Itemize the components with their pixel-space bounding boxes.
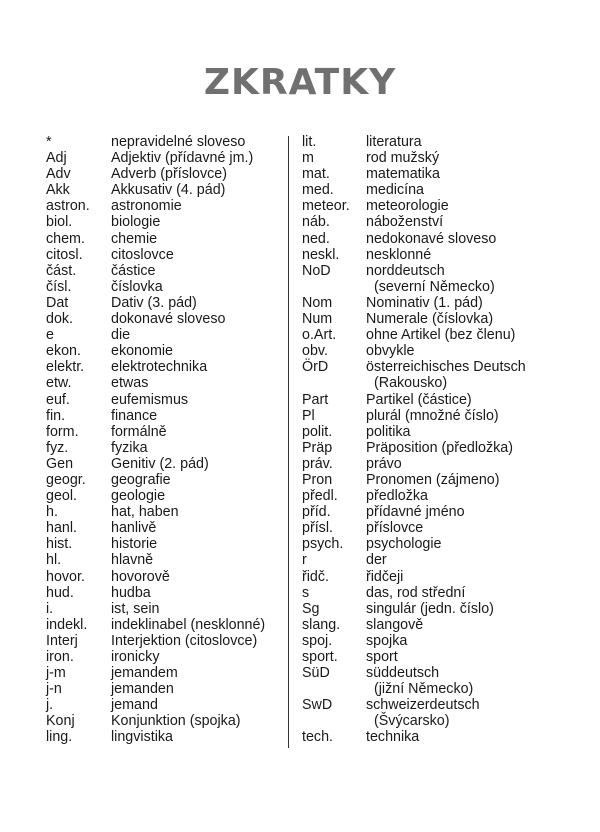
definition: eufemismus: [111, 391, 189, 408]
definition: hovorově: [111, 568, 170, 585]
abbreviation-row: [46, 729, 286, 745]
abbreviation: iron.: [46, 649, 74, 665]
abbreviation-row: [302, 327, 562, 343]
abbreviation: euf.: [46, 391, 70, 408]
definition-continuation: (Švýcarsko): [374, 713, 450, 730]
abbreviation-row: [46, 198, 286, 214]
abbreviation-row: [46, 569, 286, 585]
abbreviation-row: [46, 182, 286, 198]
definition: obvykle: [366, 343, 415, 360]
abbreviation: indekl.: [46, 616, 88, 633]
definition: historie: [111, 536, 158, 553]
abbreviation-row: [46, 601, 286, 617]
definition: nepravidelné sloveso: [111, 134, 246, 150]
abbreviation: řidč.: [302, 568, 330, 585]
definition: Adjektiv (přídavné jm.): [111, 150, 254, 167]
abbreviation-row: [302, 665, 562, 681]
definition: hudba: [111, 584, 151, 601]
definition: náboženství: [366, 214, 444, 231]
abbreviation-row: [46, 392, 286, 408]
abbreviation-row: [302, 166, 562, 182]
definition: jemandem: [111, 665, 178, 682]
abbreviation-row: [302, 536, 562, 552]
abbreviation-row: [46, 375, 286, 391]
abbreviation: meteor.: [302, 198, 350, 215]
definition: elektrotechnika: [111, 359, 208, 376]
abbreviation-row: [46, 440, 286, 456]
definition: Pronomen (zájmeno): [366, 471, 500, 488]
abbreviation: Interj: [46, 632, 78, 649]
abbreviation-row: [302, 681, 562, 697]
definition-continuation: (jižní Německo): [374, 681, 474, 698]
abbreviation-row: [46, 504, 286, 520]
abbreviation-row: [302, 713, 562, 729]
abbreviation: fin.: [46, 407, 66, 424]
abbreviation: Pl: [302, 407, 315, 424]
definition: jemanden: [111, 681, 174, 698]
definition: lingvistika: [111, 729, 173, 746]
definition: astronomie: [111, 198, 182, 215]
abbreviation: Sg: [302, 600, 320, 617]
abbreviation-row: [46, 263, 286, 279]
definition: spojka: [366, 632, 408, 649]
definition: österreichisches Deutsch: [366, 359, 526, 376]
definition: slangově: [366, 616, 424, 633]
abbreviation-row: [302, 488, 562, 504]
abbreviation-row: [302, 311, 562, 327]
definition: přídavné jméno: [366, 504, 465, 521]
abbreviation-row: [46, 311, 286, 327]
definition: příslovce: [366, 520, 424, 537]
abbreviation: Gen: [46, 455, 74, 472]
definition: hat, haben: [111, 504, 179, 521]
definition: rod mužský: [366, 150, 440, 167]
abbreviation: mat.: [302, 166, 330, 183]
abbreviation-row: [302, 456, 562, 472]
abbreviation-row: [46, 520, 286, 536]
definition: finance: [111, 407, 158, 424]
definition: geografie: [111, 471, 171, 488]
abbreviation-row: [46, 472, 286, 488]
abbreviation: hanl.: [46, 520, 78, 537]
abbreviation-row: [302, 150, 562, 166]
abbreviation: lit.: [302, 134, 317, 150]
definition: Interjektion (citoslovce): [111, 632, 258, 649]
definition: schweizerdeutsch: [366, 697, 480, 714]
abbreviation-row: [302, 424, 562, 440]
abbreviation-row: [46, 697, 286, 713]
abbreviation: form.: [46, 423, 79, 440]
abbreviation: část.: [46, 262, 77, 279]
abbreviation-row: [46, 279, 286, 295]
definition: nedokonavé sloveso: [366, 230, 497, 247]
abbreviation: neskl.: [302, 246, 340, 263]
definition: Dativ (3. pád): [111, 294, 197, 311]
abbreviation-row: [46, 327, 286, 343]
definition: geologie: [111, 488, 166, 505]
abbreviation: geogr.: [46, 471, 86, 488]
definition: právo: [366, 455, 402, 472]
definition: singulár (jedn. číslo): [366, 600, 494, 617]
abbreviation: tech.: [302, 729, 333, 746]
definition: nesklonné: [366, 246, 432, 263]
abbreviation: h.: [46, 504, 58, 521]
abbreviation: hl.: [46, 552, 62, 569]
definition: ironicky: [111, 649, 160, 665]
abbreviation: *: [46, 134, 52, 150]
abbreviation: astron.: [46, 198, 90, 215]
abbreviation-row: [46, 408, 286, 424]
abbreviation-list-right: [302, 134, 562, 746]
abbreviation: ned.: [302, 230, 330, 247]
abbreviation-row: [46, 231, 286, 247]
definition: biologie: [111, 214, 161, 231]
abbreviation: čísl.: [46, 278, 72, 295]
abbreviation: hud.: [46, 584, 74, 601]
abbreviation-row: [46, 552, 286, 568]
abbreviation-row: [302, 263, 562, 279]
definition: matematika: [366, 166, 440, 183]
definition: Numerale (číslovka): [366, 311, 494, 328]
abbreviation-row: [302, 247, 562, 263]
abbreviation: práv.: [302, 455, 333, 472]
abbreviation: Adj: [46, 150, 67, 167]
definition: psychologie: [366, 536, 442, 553]
definition: Adverb (příslovce): [111, 166, 228, 183]
definition: hlavně: [111, 552, 154, 569]
definition: ohne Artikel (bez členu): [366, 327, 516, 344]
abbreviation-row: [46, 649, 286, 665]
abbreviation-row: [302, 134, 562, 150]
abbreviation: i.: [46, 600, 54, 617]
abbreviation-row: [302, 552, 562, 568]
abbreviation: ÖrD: [302, 359, 329, 376]
abbreviation-row: [302, 729, 562, 745]
abbreviation: Num: [302, 311, 333, 328]
abbreviation-row: [302, 182, 562, 198]
definition: formálně: [111, 423, 167, 440]
abbreviation: citosl.: [46, 246, 83, 263]
abbreviation: Pron: [302, 471, 333, 488]
abbreviation: sport.: [302, 649, 338, 665]
abbreviation-row: [302, 520, 562, 536]
abbreviation: j-m: [46, 665, 66, 682]
definition: Präposition (předložka): [366, 439, 514, 456]
abbreviation-row: [46, 247, 286, 263]
abbreviation: Präp: [302, 439, 333, 456]
abbreviation-row: [302, 617, 562, 633]
abbreviation: o.Art.: [302, 327, 337, 344]
abbreviation: polit.: [302, 423, 333, 440]
abbreviation: Konj: [46, 713, 75, 730]
abbreviation: SüD: [302, 665, 330, 682]
definition: plurál (množné číslo): [366, 407, 499, 424]
definition: norddeutsch: [366, 262, 445, 279]
abbreviation: m: [302, 150, 314, 167]
abbreviation: e: [46, 327, 54, 344]
definition: předložka: [366, 488, 428, 505]
abbreviation-row: [46, 456, 286, 472]
abbreviation: Adv: [46, 166, 71, 183]
abbreviation-row: [46, 359, 286, 375]
definition: částice: [111, 262, 156, 279]
abbreviation-row: [302, 601, 562, 617]
definition: das, rod střední: [366, 584, 466, 601]
definition: dokonavé sloveso: [111, 311, 226, 328]
abbreviation-row: [46, 424, 286, 440]
abbreviation-row: [302, 392, 562, 408]
abbreviation: NoD: [302, 262, 331, 279]
abbreviation: slang.: [302, 616, 341, 633]
definition: řidčeji: [366, 568, 404, 585]
abbreviation: náb.: [302, 214, 330, 231]
abbreviation-row: [302, 697, 562, 713]
abbreviation: r: [302, 552, 307, 569]
abbreviation: Part: [302, 391, 329, 408]
definition: Konjunktion (spojka): [111, 713, 241, 730]
abbreviation: hist.: [46, 536, 73, 553]
definition: technika: [366, 729, 420, 746]
abbreviation-row: [46, 295, 286, 311]
definition: ist, sein: [111, 600, 160, 617]
abbreviation-row: [302, 214, 562, 230]
abbreviation: Dat: [46, 294, 69, 311]
abbreviation: ling.: [46, 729, 73, 746]
abbreviation: etw.: [46, 375, 72, 392]
definition: meteorologie: [366, 198, 449, 215]
abbreviation: j.: [46, 697, 54, 714]
abbreviation-row: [46, 536, 286, 552]
abbreviation: geol.: [46, 488, 78, 505]
abbreviation-row: [46, 343, 286, 359]
abbreviation: obv.: [302, 343, 328, 360]
abbreviation-row: [46, 166, 286, 182]
definition: medicína: [366, 182, 425, 199]
definition: Partikel (částice): [366, 391, 472, 408]
abbreviation: SwD: [302, 697, 333, 714]
abbreviation-row: [302, 198, 562, 214]
abbreviation: Akk: [46, 182, 70, 199]
abbreviation-row: [302, 472, 562, 488]
definition: Akkusativ (4. pád): [111, 182, 226, 199]
abbreviation-row: [46, 665, 286, 681]
abbreviation-row: [46, 713, 286, 729]
abbreviation-row: [302, 408, 562, 424]
column-divider: [288, 136, 289, 748]
definition: číslovka: [111, 278, 163, 295]
definition: etwas: [111, 375, 149, 392]
abbreviation: biol.: [46, 214, 73, 231]
definition: indeklinabel (nesklonné): [111, 616, 266, 633]
abbreviation-row: [302, 649, 562, 665]
abbreviation-row: [46, 488, 286, 504]
page-title: ZKRATKY: [203, 62, 397, 103]
abbreviation: předl.: [302, 488, 338, 505]
definition: literatura: [366, 134, 422, 150]
definition: Nominativ (1. pád): [366, 294, 483, 311]
abbreviation: j-n: [46, 681, 62, 698]
abbreviation-list-left: [46, 134, 286, 746]
abbreviation: med.: [302, 182, 334, 199]
abbreviation-row: [302, 569, 562, 585]
abbreviation-row: [46, 585, 286, 601]
abbreviation: spoj.: [302, 632, 333, 649]
abbreviation-row: [302, 504, 562, 520]
definition: chemie: [111, 230, 158, 247]
abbreviation: dok.: [46, 311, 74, 328]
definition-continuation: (severní Německo): [374, 278, 495, 295]
abbreviation: chem.: [46, 230, 85, 247]
abbreviation-row: [46, 617, 286, 633]
abbreviation-row: [302, 343, 562, 359]
definition-continuation: (Rakousko): [374, 375, 448, 392]
abbreviation-row: [302, 440, 562, 456]
abbreviation: hovor.: [46, 568, 85, 585]
abbreviation-row: [302, 585, 562, 601]
definition: citoslovce: [111, 246, 174, 263]
definition: politika: [366, 423, 411, 440]
abbreviation-row: [46, 134, 286, 150]
abbreviation-row: [302, 279, 562, 295]
abbreviation-row: [302, 295, 562, 311]
abbreviation: s: [302, 584, 310, 601]
abbreviation-row: [46, 150, 286, 166]
abbreviation: fyz.: [46, 439, 69, 456]
definition: die: [111, 327, 131, 344]
definition: hanlivě: [111, 520, 157, 537]
definition: jemand: [111, 697, 158, 714]
definition: ekonomie: [111, 343, 173, 360]
definition: sport: [366, 649, 398, 665]
abbreviation-row: [302, 231, 562, 247]
definition: fyzika: [111, 439, 148, 456]
abbreviation-row: [46, 633, 286, 649]
abbreviation: příd.: [302, 504, 331, 521]
definition: Genitiv (2. pád): [111, 455, 209, 472]
abbreviation: Nom: [302, 294, 333, 311]
abbreviation: ekon.: [46, 343, 81, 360]
abbreviation-row: [302, 633, 562, 649]
definition: der: [366, 552, 387, 569]
abbreviation: psych.: [302, 536, 344, 553]
abbreviation: přísl.: [302, 520, 333, 537]
abbreviation-row: [46, 214, 286, 230]
abbreviation-row: [46, 681, 286, 697]
abbreviation-row: [302, 359, 562, 375]
definition: süddeutsch: [366, 665, 440, 682]
abbreviation: elektr.: [46, 359, 85, 376]
abbreviation-row: [302, 375, 562, 391]
